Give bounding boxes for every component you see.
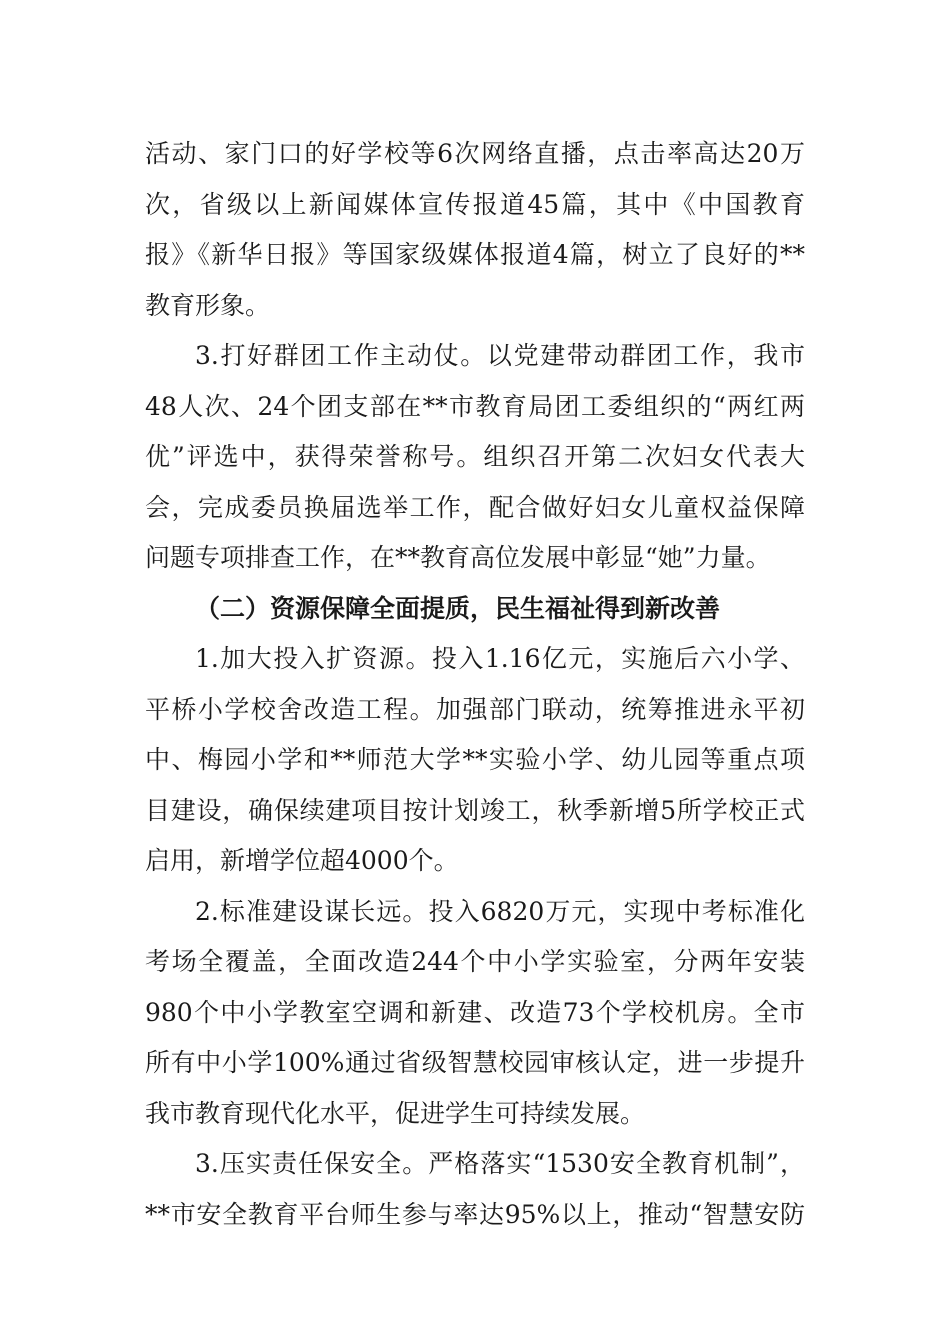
paragraph-start-line: 2.标准建设谋长远。投入6820万元，实现中考标准化 — [195, 896, 805, 926]
text-line: 中、梅园小学和**师范大学**实验小学、幼儿园等重点项 — [145, 745, 805, 774]
section-heading: （二）资源保障全面提质，民生福祉得到新改善 — [195, 593, 721, 623]
text-line: 次，省级以上新闻媒体宣传报道45篇，其中《中国教育 — [145, 189, 805, 219]
paragraph-start-line: 3.压实责任保安全。严格落实“1530安全教育机制”， — [195, 1149, 805, 1178]
text-line: **市安全教育平台师生参与率达95%以上，推动“智慧安防 — [145, 1199, 805, 1229]
text-line: 平桥小学校舍改造工程。加强部门联动，统筹推进永平初 — [145, 694, 805, 724]
text-line: 980个中小学教室空调和新建、改造73个学校机房。全市 — [145, 997, 805, 1027]
text-line: 48人次、24个团支部在**市教育局团工委组织的“两红两 — [145, 391, 805, 421]
text-line: 报》《新华日报》等国家级媒体报道4篇，树立了良好的** — [145, 240, 805, 269]
text-line: 活动、家门口的好学校等6次网络直播，点击率高达20万 — [145, 139, 805, 168]
text-line: 目建设，确保续建项目按计划竣工，秋季新增5所学校正式 — [145, 795, 805, 825]
text-line: 启用，新增学位超4000个。 — [145, 846, 459, 875]
text-line: 问题专项排查工作，在**教育高位发展中彰显“她”力量。 — [145, 543, 771, 572]
document-body — [145, 129, 805, 1240]
text-line: 所有中小学100%通过省级智慧校园审核认定，进一步提升 — [145, 1048, 805, 1077]
paragraph-start-line: 3.打好群团工作主动仗。以党建带动群团工作，我市 — [195, 341, 805, 370]
text-line: 优”评选中，获得荣誉称号。组织召开第二次妇女代表大 — [145, 442, 805, 471]
text-line: 我市教育现代化水平，促进学生可持续发展。 — [145, 1098, 646, 1128]
text-line: 会，完成委员换届选举工作，配合做好妇女儿童权益保障 — [145, 492, 805, 522]
paragraph-start-line: 1.加大投入扩资源。投入1.16亿元，实施后六小学、 — [195, 644, 805, 673]
text-line: 考场全覆盖，全面改造244个中小学实验室，分两年安装 — [145, 947, 805, 976]
text-line: 教育形象。 — [145, 290, 271, 320]
